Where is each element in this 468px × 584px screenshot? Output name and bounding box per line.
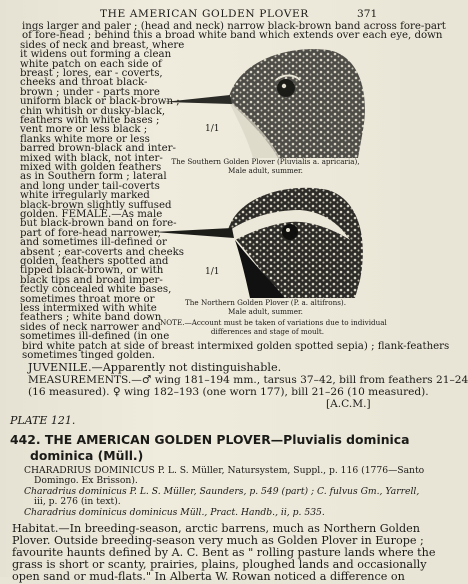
- habitat-line-3: favourite haunts defined by A. C. Bent as " rolling pasture lands where the: [12, 546, 436, 559]
- description-line: sometimes throat more or: [20, 293, 155, 305]
- description-line: and long under tail-coverts: [20, 180, 160, 192]
- description-line: brown ; under - parts more: [20, 86, 160, 98]
- description-line: chin whitish or dusky-black,: [20, 105, 166, 117]
- species-heading-cont: dominica (Müll.): [30, 448, 144, 463]
- description-line: sides of neck narrower and: [20, 321, 161, 333]
- figure-note-sub: differences and stage of moult.: [210, 327, 325, 336]
- description-line: absent ; ear-coverts and cheeks: [20, 246, 185, 258]
- habitat-line-1: Habitat.—In breeding-season, arctic barrens, much as Northern Golden: [12, 522, 420, 535]
- description-line: cheeks and throat black-: [20, 77, 148, 89]
- figure-note: NOTE.—Account must be taken of variations due to individual: [160, 318, 387, 327]
- northern-plover-head-illustration: [150, 180, 368, 298]
- description-line: and sometimes ill-defined or: [20, 237, 167, 249]
- juvenile-description: JUVENILE.—Apparently not distinguishable.: [28, 361, 282, 374]
- description-line: white irregularly marked: [20, 190, 150, 202]
- description-line: feathers ; white band down: [20, 312, 162, 324]
- description-line: fectly concealed white bases,: [20, 284, 172, 296]
- description-line: white patch on each side of: [20, 58, 162, 70]
- description-line: it widens out forming a clean: [20, 49, 172, 61]
- description-line: mixed with black, not inter-: [20, 152, 163, 164]
- measurements-line-1: MEASUREMENTS.—♂ wing 181–194 mm., tarsus 37–42, bill from feathers 21–24: [28, 374, 468, 386]
- southern-plover-head-illustration: [158, 40, 370, 158]
- species-heading: 442. THE AMERICAN GOLDEN PLOVER—Pluvialis dominica: [10, 432, 410, 447]
- habitat-line-2: Plover. Outside breeding-season very much as Golden Plover in Europe ;: [12, 534, 424, 547]
- figure-2-caption-sub: Male adult, summer.: [228, 307, 303, 316]
- description-line: sometimes ill-defined (in one: [20, 331, 170, 343]
- description-line: flanks white more or less: [20, 133, 150, 145]
- citation-2-cont: iii, p. 276 (in text).: [34, 496, 121, 507]
- citation-2: Charadrius dominicus P. L. S. Müller, Saunders, p. 549 (part) ; C. fulvus Gm., Yarrell,: [24, 486, 420, 497]
- description-line: black tips and broad imper-: [20, 274, 163, 286]
- habitat-line-4: grass is short or scanty, prairies, plains, ploughed lands and occasionally: [12, 558, 427, 571]
- page-number: 371: [357, 8, 378, 20]
- figure-2-scale: 1/1: [205, 267, 220, 277]
- description-line: barred brown-black and inter-: [20, 143, 176, 155]
- description-line: but black-brown band on fore-: [20, 218, 177, 230]
- description-line: vent more or less black ;: [20, 124, 148, 136]
- description-line: sides of neck and breast, where: [20, 39, 185, 51]
- figure-1-scale: 1/1: [205, 124, 220, 134]
- description-line: bird white patch at side of breast intermixed golden spotted sepia) ; flank-feathers: [22, 340, 450, 352]
- figure-1-caption: The Southern Golden Plover (Pluvialis a. apricaria),: [171, 157, 360, 166]
- description-line: golden, feathers spotted and: [20, 256, 169, 267]
- description-line: ings larger and paler ; (head and neck) narrow black-brown band across fore-part: [22, 21, 446, 32]
- citation-1-cont: Domingo. Ex Brisson).: [34, 475, 138, 486]
- description-line: uniform black or black-brown ;: [20, 96, 180, 108]
- description-line: sometimes tinged golden.: [22, 350, 156, 361]
- description-line: black-brown slightly suffused: [20, 199, 172, 211]
- figure-2-caption: The Northern Golden Plover (P. a. altifrons).: [185, 298, 346, 307]
- description-line: breast ; lores, ear - coverts,: [20, 68, 163, 79]
- measurements-line-2: (16 measured). ♀ wing 182–193 (one worn 177), bill 21–26 (10 measured).: [28, 386, 429, 398]
- citation-3: Charadrius dominicus dominicus Müll., Pract. Handb., ii, p. 535.: [24, 507, 325, 518]
- habitat-line-5: open sand or mud-flats." In Alberta W. Rowan noticed a difference on: [12, 570, 405, 583]
- description-line: less intermixed with white: [20, 303, 157, 314]
- figure-1-caption-sub: Male adult, summer.: [228, 166, 303, 175]
- author-signature: [A.C.M.]: [326, 398, 371, 410]
- description-line: of fore-head ; behind this a broad white band which extends over each eye, down: [22, 30, 443, 42]
- description-line: golden. FEMALE.—As male: [20, 209, 163, 220]
- running-title: THE AMERICAN GOLDEN PLOVER: [100, 8, 309, 20]
- plate-label: PLATE 121.: [10, 414, 76, 427]
- description-line: mixed with golden feathers: [20, 162, 162, 173]
- description-line: as in Southern form ; lateral: [20, 171, 167, 183]
- description-line: feathers with white bases ;: [20, 115, 160, 126]
- citation-1: CHARADRIUS DOMINICUS P. L. S. Müller, Natursystem, Suppl., p. 116 (1776—Santo: [24, 465, 425, 476]
- description-line: part of fore-head narrower,: [20, 227, 161, 239]
- description-line: tipped black-brown, or with: [20, 265, 164, 277]
